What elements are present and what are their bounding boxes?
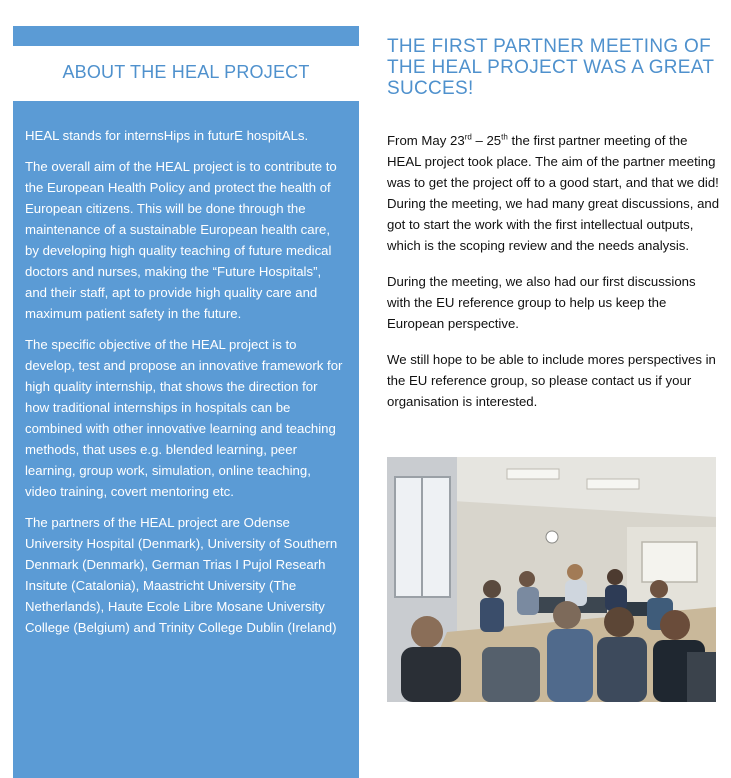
- intro-continuation: During the meeting, we had many great discussions, and got to start the work with the first intellectual outputs, which is the scoping review and the needs analysis.: [387, 196, 720, 253]
- left-top-accent-bar: [13, 26, 359, 46]
- intro-sup-th: th: [501, 132, 508, 142]
- about-paragraph-2: The overall aim of the HEAL project is to contribute to the European Health Policy and protect the health of European citizens. This will be done through the maintenance of a sustainable European health care, by developing high quality teaching of future medical doctors and nurses, making the “Future Hospitals”, and their staff, apt to provide high quality care and maximum patient safety in the future.: [25, 159, 337, 321]
- intro-dash: – 25: [471, 133, 502, 148]
- about-paragraph-1: HEAL stands for internsHips in futurE hospitALs.: [25, 128, 309, 143]
- article-paragraph-2: During the meeting, we also had our first discussions with the EU reference group to help us keep the European perspective.: [387, 274, 696, 331]
- intro-sup-rd: rd: [464, 132, 472, 142]
- intro-from: From May 23: [387, 133, 465, 148]
- about-paragraph-4: The partners of the HEAL project are Odense University Hospital (Denmark), University of Southern Denmark (Denmark), German Trias I Pujol Researh Insitute (Catalonia), Maastricht University (The Netherlands), Haute Ecole Libre Mosane University College (Belgium) and Trinity College Dublin (Ireland): [25, 515, 338, 635]
- about-heading: ABOUT THE HEAL PROJECT: [62, 62, 310, 82]
- article-heading: THE FIRST PARTNER MEETING OF THE HEAL PROJECT WAS A GREAT SUCCES!: [387, 36, 714, 99]
- meeting-photo-illustration: [387, 457, 716, 702]
- intro-rest: the first partner meeting of the HEAL project took place. The aim of the partner meeting was to get the project off to a good start, and that we did!: [387, 133, 719, 190]
- article-paragraph-1: [387, 130, 722, 256]
- about-panel: [13, 101, 359, 778]
- meeting-photo: [387, 457, 716, 702]
- article-paragraph-3: We still hope to be able to include mores perspectives in the EU reference group, so please contact us if your organisation is interested.: [387, 352, 716, 409]
- article-body: [387, 130, 722, 427]
- about-paragraph-3: The specific objective of the HEAL project is to develop, test and propose an innovative framework for high quality internship, that shows the direction for how traditional internships in hospitals can be combined with other innovative learning and teaching methods, that uses e.g. blended learning, peer learning, group work, simulation, online teaching, video training, covert mentoring etc.: [25, 337, 343, 499]
